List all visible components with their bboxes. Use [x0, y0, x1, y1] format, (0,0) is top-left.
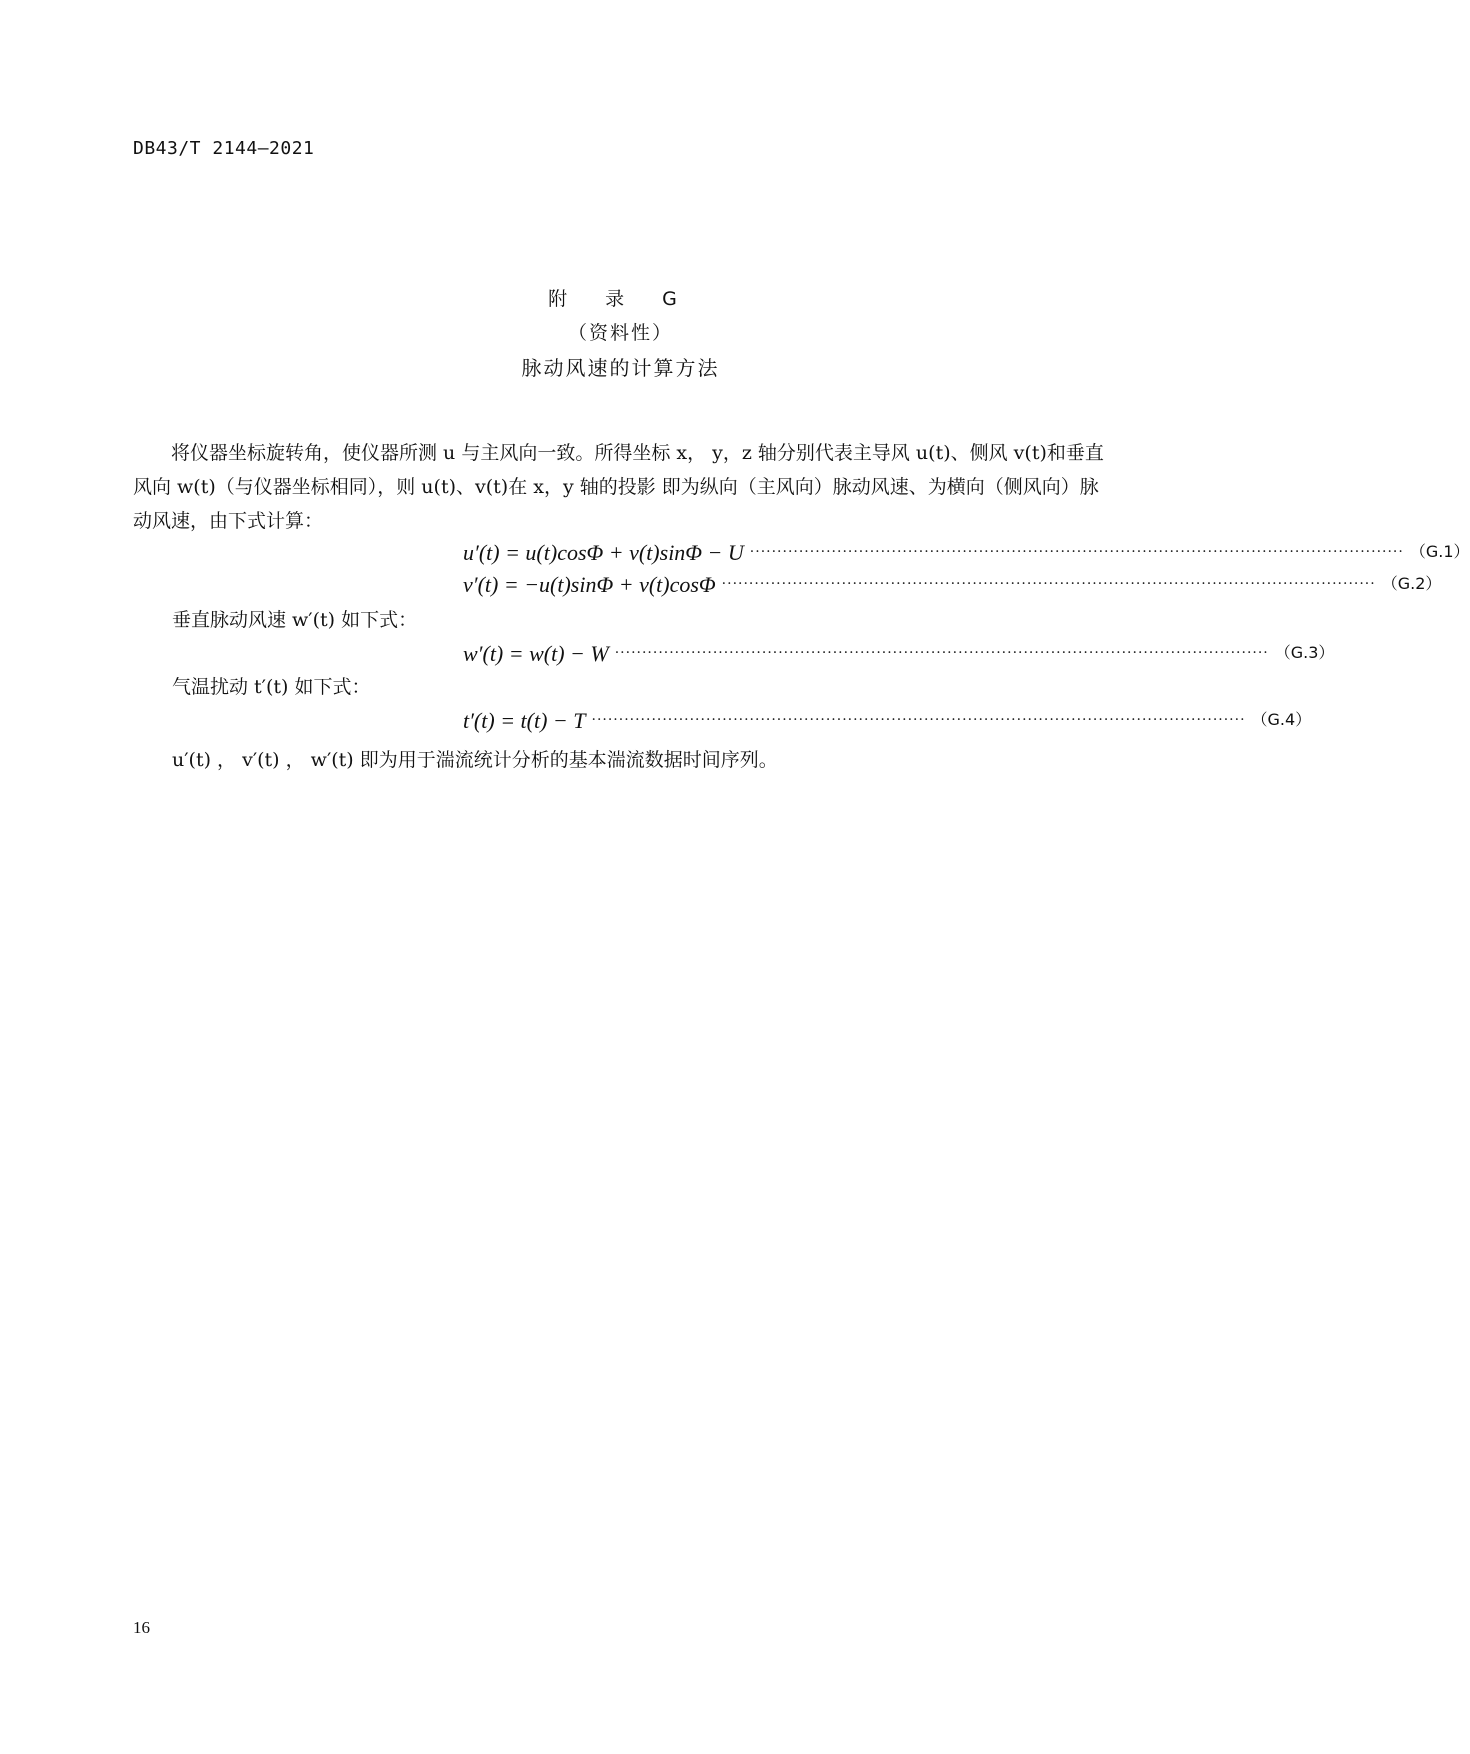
- intro-paragraph: 将仪器坐标旋转角，使仪器所测 u 与主风向一致。所得坐标 x， y，z 轴分别代表主导风 u(t)、侧风 v(t)和垂直风向 w(t)（与仪器坐标相同），则 u(t)、v(t)在 x，y 轴的投影 即为纵向（主风向）脉动风速、为横向（侧风向）脉动风速，由下式计算：: [133, 442, 1104, 532]
- temperature-intro: 气温扰动 t′(t) 如下式：: [172, 676, 371, 698]
- leader-dots: ························································································································: [721, 576, 1376, 592]
- leader-dots: ························································································································: [749, 544, 1404, 560]
- equation-formula: u′(t) = u(t)cosΦ + v(t)sinΦ − U: [463, 540, 744, 565]
- equation-number: （G.4）: [1251, 710, 1312, 729]
- equation-g3: [133, 635, 1335, 667]
- equation-formula: w′(t) = w(t) − W: [463, 641, 609, 666]
- equation-g4: [133, 702, 1312, 734]
- equation-number: （G.1）: [1409, 542, 1470, 561]
- annex-title: 脉动风速的计算方法: [521, 356, 720, 380]
- annex-type: （资料性）: [567, 322, 673, 344]
- equation-number: （G.2）: [1381, 574, 1442, 593]
- page-number: 16: [133, 1618, 150, 1637]
- conclusion-line: u′(t) ， v′(t) ， w′(t) 即为用于湍流统计分析的基本湍流数据时间序列。: [172, 749, 778, 771]
- equation-g2: [133, 566, 1442, 598]
- document-code: DB43/T 2144—2021: [133, 138, 315, 159]
- equation-formula: t′(t) = t(t) − T: [463, 708, 586, 733]
- equation-formula: v′(t) = −u(t)sinΦ + v(t)cosΦ: [463, 572, 716, 597]
- vertical-wind-intro: 垂直脉动风速 w′(t) 如下式：: [172, 609, 418, 631]
- leader-dots: ························································································································: [591, 712, 1246, 728]
- equation-g1: [133, 534, 1470, 566]
- leader-dots: ························································································································: [614, 645, 1269, 661]
- equation-number: （G.3）: [1274, 643, 1335, 662]
- annex-label: 附 录 G: [548, 288, 693, 310]
